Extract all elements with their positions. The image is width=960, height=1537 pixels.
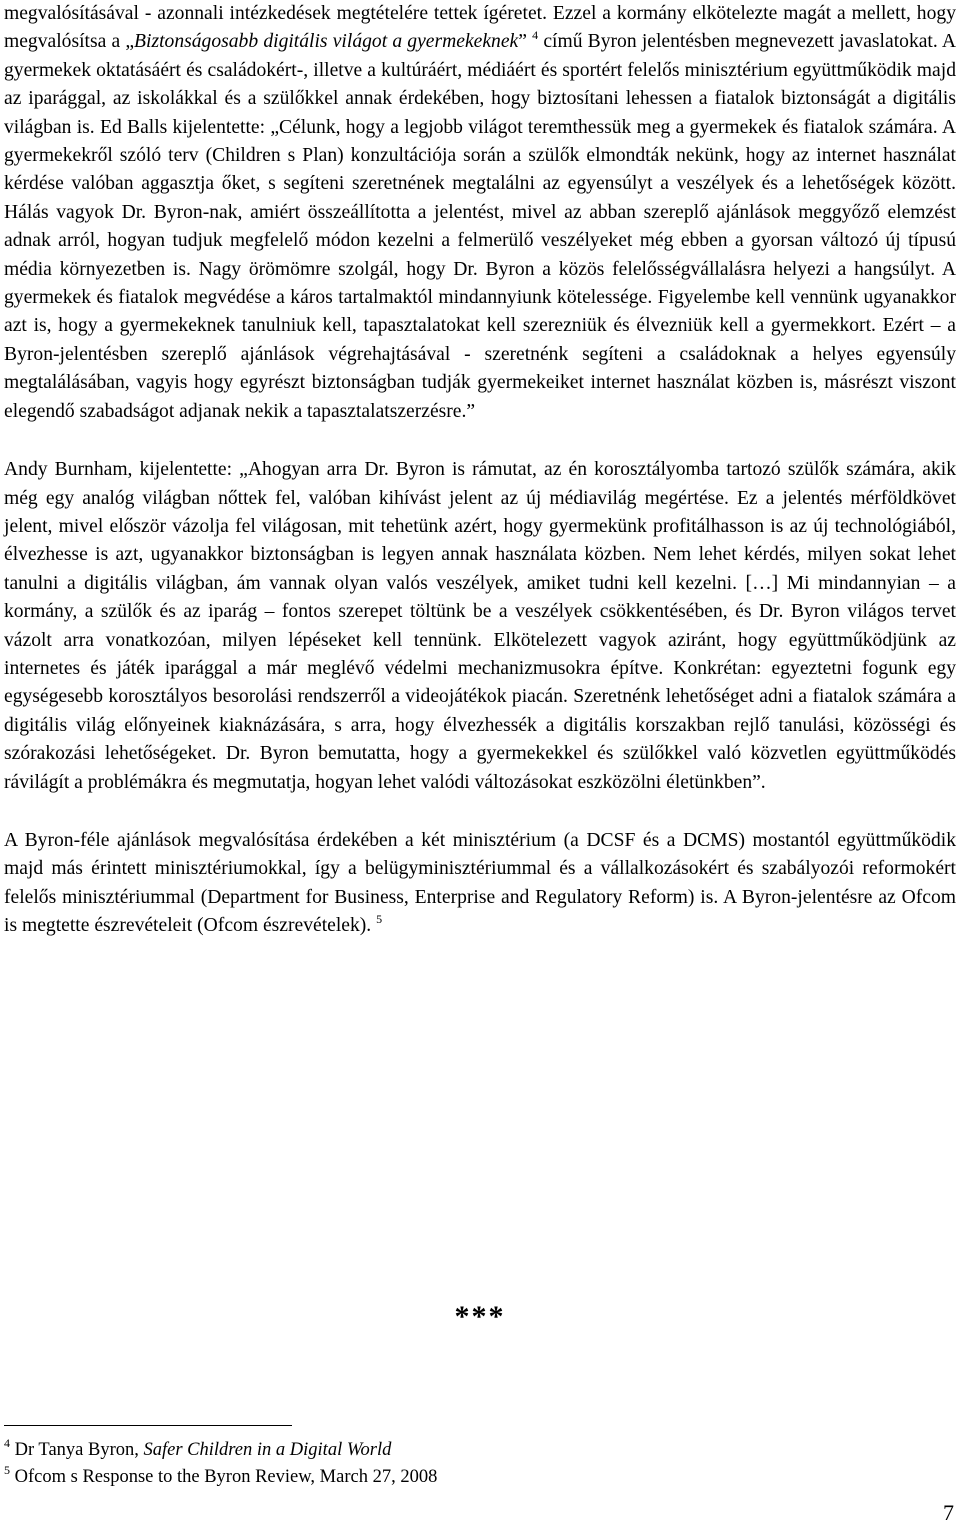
footnote-4 [4,1437,904,1464]
footnote-5-text: Ofcom s Response to the Byron Review, March 27, 2008 [14,1467,438,1487]
footnote-5 [4,1464,904,1491]
footnote-4-number: 4 [4,1436,10,1450]
page-number: 7 [943,1500,954,1525]
paragraph-1-text: megvalósításával - azonnali intézkedések megtételére tettek ígéretet. Ezzel a kormány elkötelezte magát a mellett, hogy megvalósítsa a „ [4,3,956,53]
document-body [4,0,956,941]
paragraph-1 [4,0,956,426]
section-separator: *** [454,1300,506,1333]
footnote-5-number: 5 [4,1463,10,1477]
closing-quote: ” [518,31,527,53]
footnote-4-text: Dr Tanya Byron, [14,1440,144,1460]
footnotes [4,1437,904,1491]
footnote-ref-5[interactable]: 5 [376,912,383,927]
paragraph-3-text: A Byron-féle ajánlások megvalósítása érdekében a két minisztérium (a DCSF és a DCMS) mostantól együttműködik majd más érintett minisztériumokkal, így a belügyminisztériummal és a vállalkozásokért és szabályozói reformokért felelős minisztériummal (Department for Business, Enterprise and Regulatory Reform) is. A Byron-jelentésre az Ofcom is megtette észrevételeit (Ofcom észrevételek). [4,829,956,937]
footnote-divider [4,1425,292,1426]
paragraph-2: Andy Burnham, kijelentette: „Ahogyan arra Dr. Byron is rámutat, az én korosztályomba tartozó szülők számára, akik még egy analóg világban nőttek fel, valóban kihívást jelent az új médiavilág megértése. Ez a jelentés mérföldkövet jelent, mivel először vázolja fel világosan, mit tehetünk azért, hogy gyermekünk profitálhasson is az új technológiából, élvezhesse is azt, ugyanakkor biztonságban is legyen annak használata közben. Nem lehet kérdés, milyen sokat lehet tanulni a digitális világban, ám vannak olyan valós veszélyek, amiket tudni kell kezelni. […] Mi mindannyian – a kormány, a szülők és az iparág – fontos szerepet töltünk be a veszélyek csökkentésében, és Dr. Byron világos tervet vázolt arra vonatkozóan, milyen lépéseket kell tennünk. Elkötelezett vagyok aziránt, hogy együttműködjünk az internetes és játék iparággal a már meglévő védelmi mechanizmusokra építve. Konkrétan: egyeztetni fogunk egy egységesebb korosztályos besorolási rendszerről a videojátékok piacán. Szeretnénk lehetőséget adni a fiatalok számára a digitális világ előnyeinek kiaknázására, s arra, hogy élvezhessék a digitális korszakban rejlő tanulási, közösségi és szórakozási lehetőségeket. Dr. Byron bemutatta, hogy a gyermekekkel és szülőkkel való közvetlen együttműködés rávilágít a problémákra és megmutatja, hogyan lehet valódi változásokat eszközölni életünkben”. [4,459,956,793]
paragraph-1-continuation: című Byron jelentésben megnevezett javaslatokat. A gyermekek oktatásáért és családokért-, illetve a kultúráért, médiáért és sportért felelős minisztérium együttműködik majd az iparággal, az iskolákkal és a szülőkkel annak érdekében, hogy biztosítani lehessen a fiatalok biztonságát a digitális világban is. Ed Balls kijelentette: „Célunk, hogy a legjobb világot teremthessük meg a gyermekek és fiatalok számára. A gyermekekről szóló terv (Children s Plan) konzultációja során a szülők elmondták nekünk, hogy az internet használat kérdése valóban aggasztja őket, s segíteni szeretnének megtalálni az egyensúlyt a veszélyek és a lehetőségek között. Hálás vagyok Dr. Byron-nak, amiért összeállította a jelentést, mivel az abban szereplő ajánlások meggyőző elemzést adnak arról, hogyan tudjuk megfelelő módon kezelni a felmerülő veszélyeket még ebben a gyorsan változó új típusú média környezetben is. Nagy örömömre szolgál, hogy Dr. Byron a közös felelősségvállalásra helyezi a hangsúlyt. A gyermekek és fiatalok megvédése a káros tartalmaktól mindannyiunk kötelessége. Figyelembe kell vennünk ugyanakkor azt is, hogy a gyermekeknek tanulniuk kell, tapasztalatokat kell szerezniük és élvezniük kell a gyermekkort. Ezért – a Byron-jelentésben szereplő ajánlások végrehajtásával - szeretnénk segíteni a családoknak a helyes egyensúly megtalálásában, vagyis hogy egyrészt biztonságban tudják gyermekeiket internet használat közben is, másrészt viszont elegendő szabadságot adjanak nekik a tapasztalatszerzésre.” [4,31,957,422]
footnote-4-title: Safer Children in a Digital World [143,1440,392,1460]
paragraph-3 [4,827,956,941]
report-title: Biztonságosabb digitális világot a gyermekeknek [134,31,519,53]
footnote-ref-4[interactable]: 4 [532,28,539,43]
